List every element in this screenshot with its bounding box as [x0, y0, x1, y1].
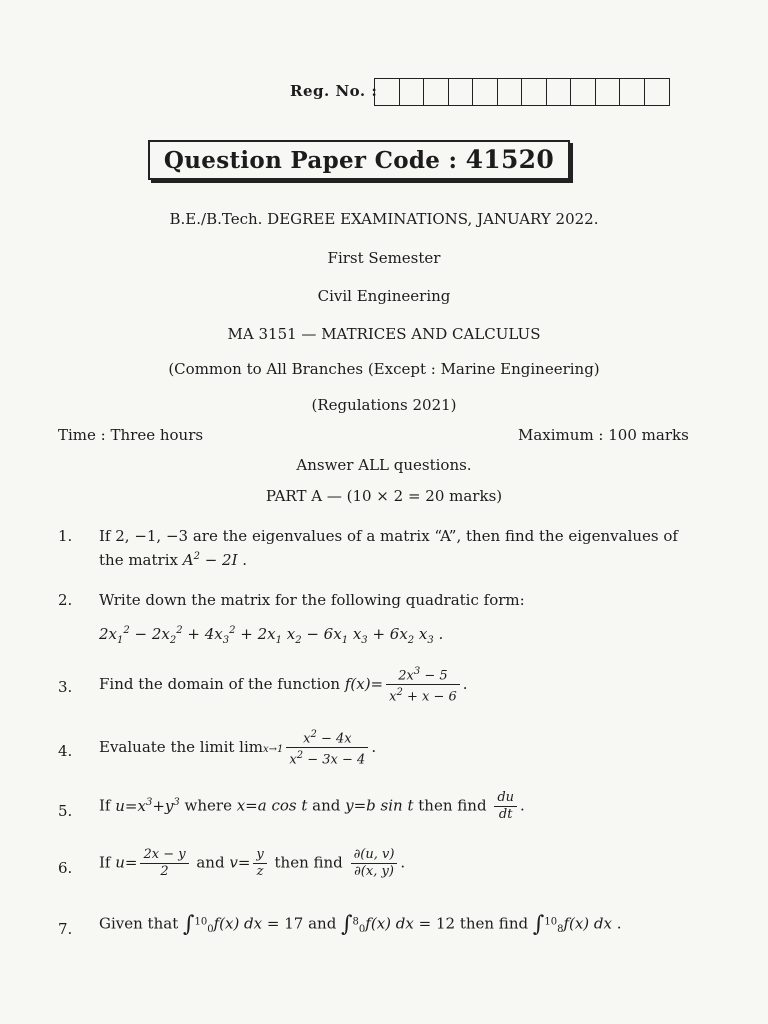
q5-and: and: [307, 796, 346, 815]
common-branches: (Common to All Branches (Except : Marine Engineering): [168, 360, 600, 378]
q6-and: and: [191, 853, 230, 872]
code-number: 41520: [465, 145, 555, 174]
q6-then: then find: [269, 853, 348, 872]
question-1-text: If 2, −1, −3 are the eigenvalues of a matrix “A”, then find the eigenvalues of: [99, 527, 678, 545]
question-7-text: Given that ∫$^{10}_0$f(x) dx = 17 and ∫$^8_0$f(x) dx = 12 then find ∫$^{10}_8$f(x) dx .: [99, 912, 622, 937]
q5-u-def: $u=x^3+y^3$: [115, 796, 180, 815]
reg-digit-box[interactable]: [449, 79, 474, 105]
q3-fraction: $\frac{2x^3 - 5}{x^2 + x - 6}$: [386, 664, 460, 706]
q4-limit-sub: x→1: [263, 743, 284, 755]
q7-then: then find: [455, 914, 533, 933]
q7-integrand-1: f(x) dx: [213, 914, 263, 933]
question-number: 3.: [58, 678, 73, 696]
reg-digit-box[interactable]: [571, 79, 596, 105]
q5-x-def: x=a cos t: [236, 796, 308, 815]
q6-jacobian: $\frac{\partial(u, v)}{\partial(x, y)}$: [351, 847, 398, 880]
q7-eq1: = 17: [262, 914, 304, 933]
reg-digit-box[interactable]: [424, 79, 449, 105]
question-5-text: If $u=x^3+y^3$ where x=a cos t and y=b sin t then find $\frac{du}{dt}$ .: [99, 790, 525, 822]
question-4-text: Evaluate the limit limx→1 $\frac{x^2 - 4x}{x^2 - 3x - 4}$ .: [99, 729, 377, 768]
q4-text: Evaluate the limit lim: [99, 737, 264, 756]
question-number: 5.: [58, 802, 73, 820]
question-2-text: Write down the matrix for the following quadratic form:: [99, 591, 525, 609]
q3-text: Find the domain of the function: [99, 674, 345, 693]
integral-symbol: ∫: [183, 912, 195, 937]
reg-digit-box[interactable]: [620, 79, 645, 105]
subject: MA 3151 — MATRICES AND CALCULUS: [227, 325, 541, 343]
q4-fraction: $\frac{x^2 - 4x}{x^2 - 3x - 4}$: [286, 727, 368, 769]
q7-and: and: [303, 914, 342, 933]
branch: Civil Engineering: [317, 287, 451, 305]
q6-text: If: [99, 853, 116, 872]
part-a-heading: PART A — (10 × 2 = 20 marks): [265, 487, 503, 505]
q7-text: Given that: [99, 914, 183, 933]
regulations: (Regulations 2021): [311, 396, 457, 414]
reg-digit-box[interactable]: [473, 79, 498, 105]
reg-digit-box[interactable]: [375, 79, 400, 105]
integral-symbol: ∫: [532, 912, 545, 937]
q6-u-fraction: $\frac{2x - y}{2}$: [140, 847, 188, 880]
instruction: Answer ALL questions.: [296, 456, 472, 474]
q1-expression: $A^2 - 2I$: [182, 551, 238, 569]
q5-then: then find: [413, 796, 492, 815]
q3-function: f(x)=: [344, 674, 384, 693]
reg-no-boxes[interactable]: [374, 78, 670, 106]
question-number: 1.: [58, 527, 73, 545]
reg-digit-box[interactable]: [547, 79, 572, 105]
question-6-text: If u= $\frac{2x - y}{2}$ and v= $\frac{y}{z}$ then find $\frac{\partial(u, v)}{\partial(x, y)}$ .: [99, 847, 406, 879]
q7-limits-3: $^{10}_8$: [544, 916, 564, 935]
question-number: 2.: [58, 591, 73, 609]
q5-text: If: [99, 796, 116, 815]
reg-digit-box[interactable]: [596, 79, 621, 105]
question-paper-code: [148, 140, 570, 180]
q1-line2-text: the matrix: [99, 551, 183, 569]
q6-v: v=: [229, 853, 251, 872]
q7-eq2: = 12: [413, 914, 456, 933]
code-label: Question Paper Code :: [163, 147, 466, 174]
question-number: 4.: [58, 742, 73, 760]
q7-limits-1: $^{10}_0$: [194, 916, 214, 935]
question-number: 7.: [58, 920, 73, 938]
q7-integrand-2: f(x) dx: [365, 914, 414, 933]
q2-quadratic-form: $2x_1^2 - 2x_2^2 + 4x_3^2 + 2x_1$ $x_2 - 6x_1$ $x_3 + 6x_2$ $x_3$ .: [99, 625, 444, 646]
time-allowed: Time : Three hours: [58, 426, 204, 444]
reg-no-label: Reg. No. :: [290, 82, 378, 100]
q7-limits-2: $^8_0$: [352, 916, 366, 935]
reg-digit-box[interactable]: [400, 79, 425, 105]
q7-integrand-3: f(x) dx: [563, 914, 612, 933]
question-number: 6.: [58, 859, 73, 877]
integral-symbol: ∫: [341, 912, 353, 937]
q5-y-def: y=b sin t: [345, 796, 414, 815]
q5-where: where: [179, 796, 237, 815]
reg-digit-box[interactable]: [498, 79, 523, 105]
exam-title: B.E./B.Tech. DEGREE EXAMINATIONS, JANUARY 2022.: [169, 210, 599, 228]
q5-derivative: $\frac{du}{dt}$: [494, 790, 517, 823]
maximum-marks: Maximum : 100 marks: [518, 426, 689, 444]
q6-v-fraction: $\frac{y}{z}$: [253, 847, 266, 880]
reg-digit-box[interactable]: [522, 79, 547, 105]
question-3-text: Find the domain of the function f(x)= $\frac{2x^3 - 5}{x^2 + x - 6}$ .: [99, 666, 468, 705]
semester: First Semester: [327, 249, 441, 267]
q6-u: u=: [115, 853, 138, 872]
question-1-line2: the matrix $A^2 - 2I$ .: [99, 551, 248, 569]
reg-digit-box[interactable]: [645, 79, 670, 105]
